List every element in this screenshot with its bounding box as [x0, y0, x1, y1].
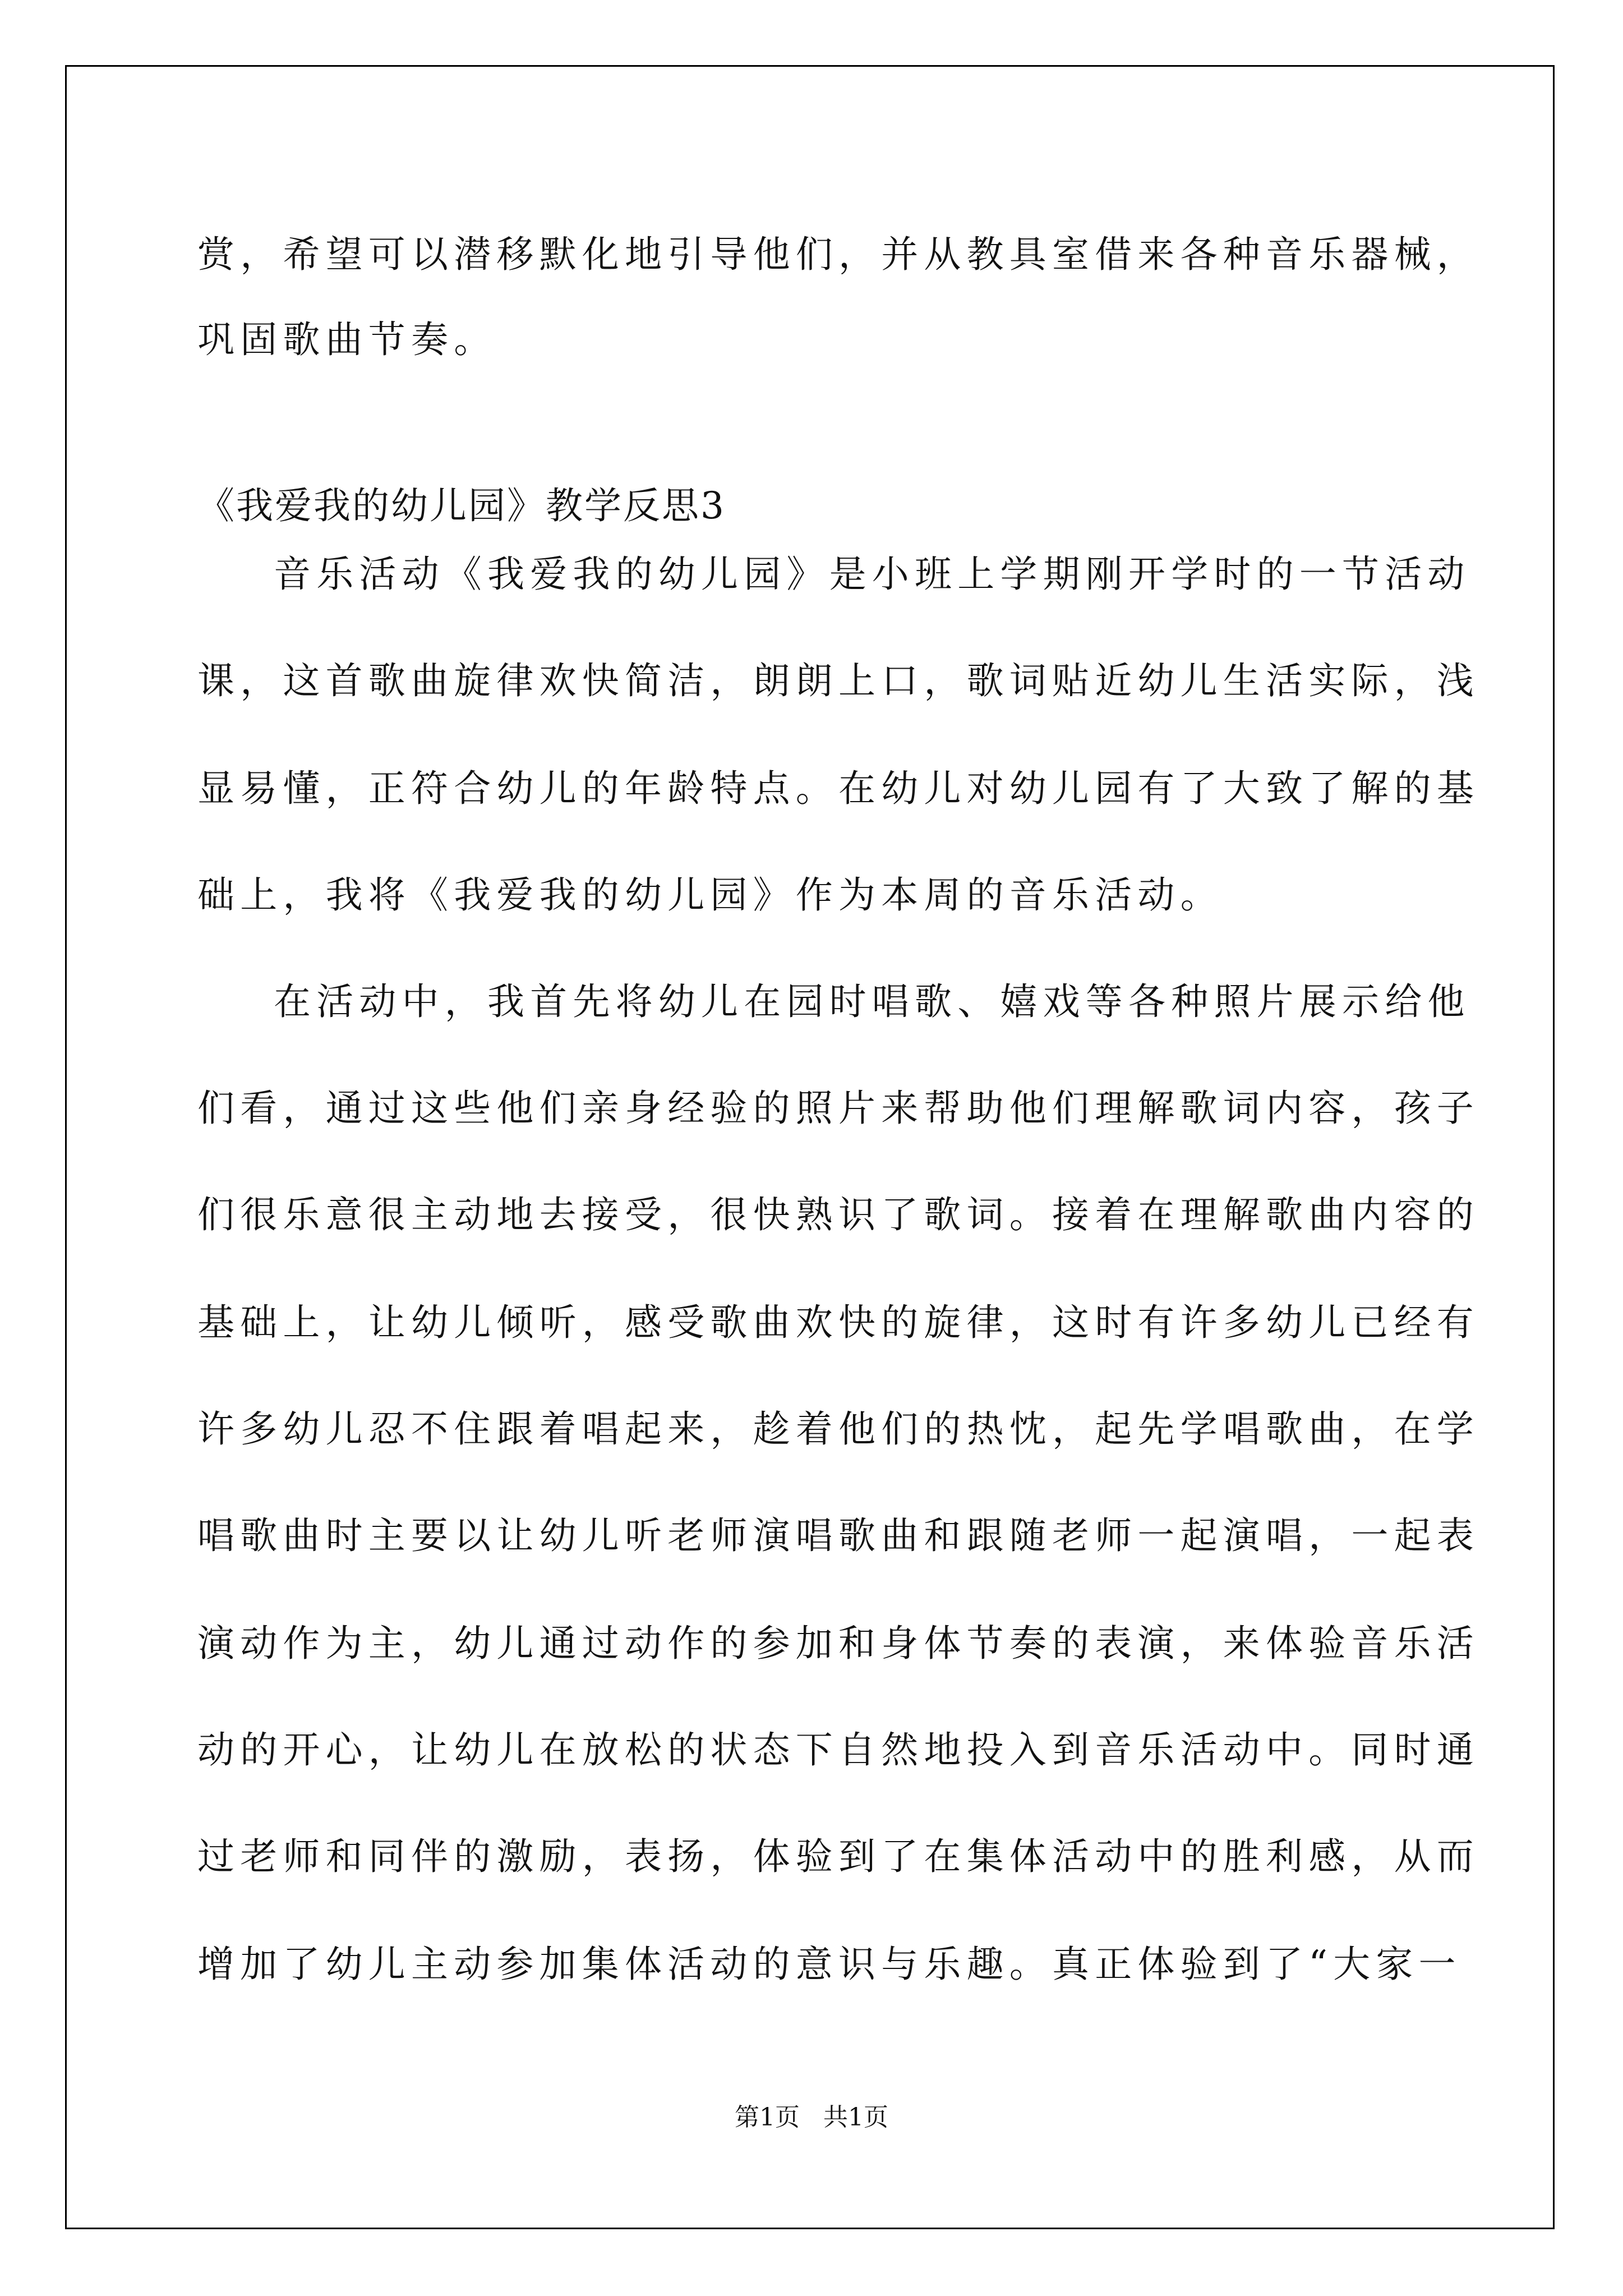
- paragraph-line: 们看，通过这些他们亲身经验的照片来帮助他们理解歌词内容，孩子: [197, 1087, 1479, 1130]
- page-number-footer: 第1页 共1页: [735, 2103, 888, 2132]
- paragraph-line: 课，这首歌曲旋律欢快简洁，朗朗上口，歌词贴近幼儿生活实际，浅: [197, 659, 1479, 702]
- page-border: [65, 65, 1555, 2229]
- paragraph-line: 基础上，让幼儿倾听，感受歌曲欢快的旋律，这时有许多幼儿已经有: [197, 1301, 1479, 1344]
- paragraph-line: 动的开心，让幼儿在放松的状态下自然地投入到音乐活动中。同时通: [197, 1728, 1479, 1772]
- paragraph-line: 在活动中，我首先将幼儿在园时唱歌、嬉戏等各种照片展示给他: [274, 980, 1470, 1023]
- paragraph-line: 巩固歌曲节奏。: [197, 318, 497, 361]
- paragraph-line: 础上，我将《我爱我的幼儿园》作为本周的音乐活动。: [197, 873, 1223, 917]
- section-heading: 《我爱我的幼儿园》教学反思3: [197, 484, 726, 527]
- paragraph-line: 们很乐意很主动地去接受，很快熟识了歌词。接着在理解歌曲内容的: [197, 1193, 1479, 1236]
- paragraph-line: 音乐活动《我爱我的幼儿园》是小班上学期刚开学时的一节活动: [274, 553, 1470, 596]
- paragraph-line: 显易懂，正符合幼儿的年龄特点。在幼儿对幼儿园有了大致了解的基: [197, 767, 1479, 810]
- paragraph-line: 赏，希望可以潜移默化地引导他们，并从教具室借来各种音乐器械，: [197, 233, 1479, 276]
- paragraph-line: 唱歌曲时主要以让幼儿听老师演唱歌曲和跟随老师一起演唱，一起表: [197, 1514, 1479, 1557]
- paragraph-line: 过老师和同伴的激励，表扬，体验到了在集体活动中的胜利感，从而: [197, 1835, 1479, 1878]
- paragraph-line: 许多幼儿忍不住跟着唱起来，趁着他们的热忱，起先学唱歌曲，在学: [197, 1407, 1479, 1451]
- paragraph-line: 演动作为主，幼儿通过动作的参加和身体节奏的表演，来体验音乐活: [197, 1622, 1479, 1665]
- paragraph-line: 增加了幼儿主动参加集体活动的意识与乐趣。真正体验到了“大家一: [197, 1943, 1461, 1986]
